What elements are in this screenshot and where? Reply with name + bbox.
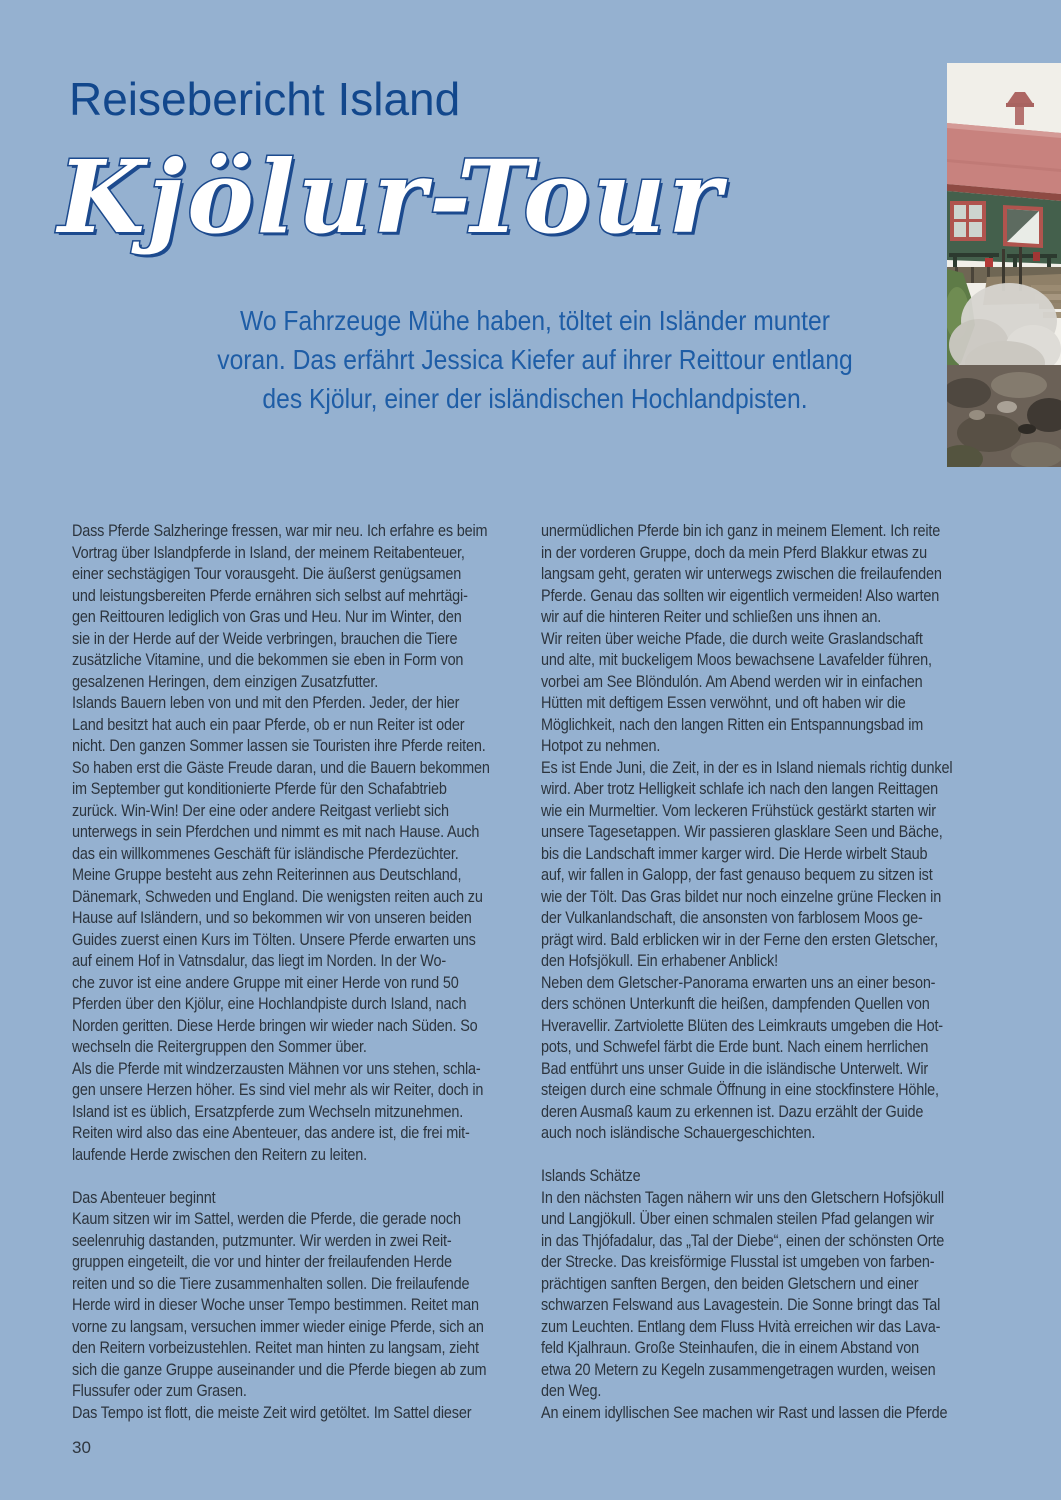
- text-line: Wo Fahrzeuge Mühe haben, töltet ein Isländer munter: [240, 305, 830, 336]
- text-line: unsere Tagesetappen. Wir passieren glasklare Seen und Bäche,: [541, 822, 943, 841]
- text-line: Hütten mit deftigem Essen verwöhnt, und oft haben wir die: [541, 693, 906, 712]
- left-column: [72, 520, 526, 1423]
- text-line: che zuvor ist eine andere Gruppe mit einer Herde von rund 50: [72, 972, 459, 992]
- text-line: schwarzen Felswand aus Lavagestein. Die Sonne bringt das Tal: [541, 1295, 941, 1314]
- text-line: Es ist Ende Juni, die Zeit, in der es in Island niemals richtig dunkel: [541, 757, 953, 777]
- text-line: Pferde. Genau das sollten wir eigentlich vermeiden! Also warten: [541, 585, 940, 605]
- text-line: Pferden über den Kjölur, eine Hochlandpiste durch Island, nach: [72, 994, 467, 1013]
- text-line: Meine Gruppe besteht aus zehn Reiterinnen aus Deutschland,: [72, 865, 462, 884]
- photo-hut-hotspring: [947, 63, 1061, 467]
- text-line: des Kjölur, einer der isländischen Hochlandpisten.: [262, 383, 808, 414]
- text-line: An einem idyllischen See machen wir Rast und lassen die Pferde: [541, 1402, 948, 1422]
- text-line: In den nächsten Tagen nähern wir uns den Gletschern Hofsjökull: [541, 1187, 944, 1207]
- text-line: Als die Pferde mit windzerzausten Mähnen vor uns stehen, schla-: [72, 1058, 481, 1078]
- text-line: einer sechstägigen Tour vorausgeht. Die äußerst genügsamen: [72, 564, 462, 583]
- text-line: gen Reittouren lediglich von Gras und Heu. Nur im Winter, den: [72, 607, 462, 626]
- text-line: wird. Aber trotz Helligkeit schlafe ich nach den langen Reittagen: [541, 779, 939, 798]
- text-line: in der vorderen Gruppe, doch da mein Pferd Blakkur etwas zu: [541, 542, 927, 562]
- photo-rocks: [947, 365, 1061, 467]
- text-line: im September gut konditionierte Pferde für den Schafabtrieb: [72, 779, 447, 798]
- text-line: sich die ganze Gruppe auseinander und die Pferde biegen ab zum: [72, 1359, 487, 1379]
- text-line: wir auf die hinteren Reiter und schließen uns ihnen an.: [541, 607, 882, 626]
- text-line: reiten und so die Tiere zusammenhalten sollen. Die freilaufende: [72, 1273, 470, 1293]
- text-line: deren Ausmaß kaum zu erkennen ist. Dazu erzählt der Guide: [541, 1101, 924, 1121]
- text-line: Neben dem Gletscher-Panorama erwarten uns an einer beson-: [541, 972, 936, 992]
- text-line: Hause auf Isländern, und so bekommen wir von unseren beiden: [72, 908, 472, 927]
- text-line: ders schönen Unterkunft die heißen, dampfenden Quellen von: [541, 994, 930, 1013]
- paragraph-gap: [72, 1165, 526, 1187]
- text-line: wie der Tölt. Das Gras bildet nur noch einzelne grüne Flecken in: [541, 886, 942, 906]
- text-line: bis die Landschaft immer karger wird. Die Herde wirbelt Staub: [541, 843, 928, 863]
- text-line: den Hofsjökull. Ein erhabener Anblick!: [541, 951, 778, 970]
- text-line: vorne zu langsam, versuchen immer wieder einige Pferde, sich an: [72, 1316, 484, 1336]
- text-line: wechseln die Reitergruppen den Sommer über.: [72, 1037, 367, 1056]
- text-line: steigen durch eine schmale Öffnung in eine stockfinstere Höhle,: [541, 1080, 939, 1099]
- section-subheading: Das Abenteuer beginnt: [72, 1187, 216, 1207]
- text-line: Wir reiten über weiche Pfade, die durch weite Graslandschaft: [541, 628, 923, 648]
- text-line: prächtigen sanften Bergen, den beiden Gletschern und einer: [541, 1273, 919, 1293]
- text-line: Dänemark, Schweden und England. Die wenigsten reiten auch zu: [72, 886, 483, 906]
- text-line: Bad entführt uns unser Guide in die isländische Unterwelt. Wir: [541, 1058, 929, 1078]
- text-line: in das Thjófadalur, das „Tal der Diebe“, einen der schönsten Orte: [541, 1230, 945, 1250]
- text-line: nicht. Den ganzen Sommer lassen sie Touristen ihre Pferde reiten.: [72, 736, 486, 755]
- text-line: seelenruhig dastanden, putzmunter. Wir werden in zwei Reit-: [72, 1230, 452, 1250]
- text-line: das ein willkommenes Geschäft für isländische Pferdezüchter.: [72, 843, 459, 863]
- text-line: Das Tempo ist flott, die meiste Zeit wird getöltet. Im Sattel dieser: [72, 1402, 472, 1422]
- text-line: Island ist es üblich, Ersatzpferde zum Wechseln mitzunehmen.: [72, 1101, 464, 1121]
- text-line: So haben erst die Gäste Freude daran, und die Bauern bekommen: [72, 757, 490, 777]
- text-line: auf, wir fallen in Galopp, der fast genauso bequem zu sitzen ist: [541, 865, 933, 884]
- text-line: feld Kjalhraun. Große Steinhaufen, die in einem Abstand von: [541, 1338, 919, 1357]
- text-line: laufende Herde zwischen den Reitern zu leiten.: [72, 1144, 368, 1164]
- text-line: Norden geritten. Diese Herde bringen wir wieder nach Süden. So: [72, 1015, 478, 1035]
- section-subheading: Islands Schätze: [541, 1166, 641, 1185]
- text-line: gruppen eingeteilt, die vor und hinter der freilaufenden Herde: [72, 1252, 452, 1271]
- page-number: 30: [72, 1438, 91, 1457]
- text-line: zurück. Win-Win! Der eine oder andere Reitgast verliebt sich: [72, 800, 449, 820]
- text-line: zusätzliche Vitamine, und die bekommen sie eben in Form von: [72, 650, 464, 669]
- text-line: prägt wird. Bald erblicken wir in der Ferne den ersten Gletscher,: [541, 929, 938, 949]
- text-line: den Reitern vorbeizustehlen. Reitet man hinten zu langsam, zieht: [72, 1338, 479, 1357]
- text-line: der Vulkanlandschaft, die ansonsten von farblosem Moos ge-: [541, 908, 923, 927]
- text-line: der Strecke. Das kreisförmige Flusstal ist umgeben von farben-: [541, 1252, 935, 1271]
- text-line: und leistungsbereiten Pferde ernähren sich selbst auf mehrtägi-: [72, 585, 468, 605]
- text-line: und Langjökull. Über einen schmalen steilen Pfad gelangen wir: [541, 1209, 934, 1228]
- text-line: Kaum sitzen wir im Sattel, werden die Pferde, die gerade noch: [72, 1209, 461, 1228]
- text-line: gesalzenen Heringen, dem einzigen Zusatzfutter.: [72, 671, 379, 691]
- text-line: gen unsere Herzen höher. Es sind viel mehr als wir Reiter, doch in: [72, 1080, 484, 1099]
- text-line: Land besitzt hat auch ein paar Pferde, ob er nun Reiter ist oder: [72, 714, 465, 734]
- text-line: Vortrag über Islandpferde in Island, der meinem Reitabenteuer,: [72, 542, 465, 562]
- paragraph-gap: [541, 1144, 995, 1166]
- standfirst: [139, 301, 931, 418]
- text-line: voran. Das erfährt Jessica Kiefer auf ihrer Reittour entlang: [217, 344, 853, 375]
- text-line: pots, und Schwefel färbt die Erde bunt. Nach einem herrlichen: [541, 1037, 929, 1056]
- right-column: [541, 520, 995, 1423]
- text-line: Flussufer oder zum Grasen.: [72, 1381, 247, 1400]
- text-line: sie in der Herde auf der Weide verbringen, brauchen die Tiere: [72, 628, 458, 648]
- text-line: wie ein Murmeltier. Vom leckeren Frühstück gestärkt starten wir: [541, 800, 936, 820]
- text-line: den Weg.: [541, 1381, 602, 1400]
- text-line: Hveravellir. Zartviolette Blüten des Leimkrauts umgeben die Hot-: [541, 1015, 943, 1035]
- text-line: Möglichkeit, nach den langen Ritten ein Entspannungsbad im: [541, 714, 924, 734]
- text-line: unterwegs in sein Pferdchen und nimmt es mit nach Hause. Auch: [72, 822, 480, 841]
- text-line: Islands Bauern leben von und mit den Pferden. Jeder, der hier: [72, 693, 460, 712]
- text-line: vorbei am See Blöndulón. Am Abend werden wir in einfachen: [541, 671, 923, 691]
- text-line: Dass Pferde Salzheringe fressen, war mir neu. Ich erfahre es beim: [72, 521, 488, 540]
- text-line: Herde wird in dieser Woche unser Tempo bestimmen. Reitet man: [72, 1295, 479, 1314]
- article-body: [72, 520, 1012, 1440]
- text-line: Reiten wird also das eine Abenteuer, das andere ist, die frei mit-: [72, 1123, 470, 1142]
- text-line: etwa 20 Metern zu Kegeln zusammengetragen wurden, weisen: [541, 1359, 936, 1379]
- text-line: zum Leuchten. Entlang dem Fluss Hvità erreichen wir das Lava-: [541, 1316, 941, 1336]
- article-title: Kjölur-Tour: [58, 138, 725, 256]
- text-line: auf einem Hof in Vatnsdalur, das liegt im Norden. In der Wo-: [72, 951, 446, 970]
- text-line: Hotpot zu nehmen.: [541, 736, 661, 755]
- text-line: auch noch isländische Schauergeschichten.: [541, 1123, 816, 1142]
- text-line: Guides zuerst einen Kurs im Tölten. Unsere Pferde erwarten uns: [72, 929, 476, 949]
- text-line: und alte, mit buckeligem Moos bewachsene Lavafelder führen,: [541, 650, 932, 669]
- kicker: Reisebericht Island: [69, 73, 461, 125]
- text-line: langsam geht, geraten wir unterwegs zwischen die freilaufenden: [541, 564, 942, 583]
- text-line: unermüdlichen Pferde bin ich ganz in meinem Element. Ich reite: [541, 521, 941, 540]
